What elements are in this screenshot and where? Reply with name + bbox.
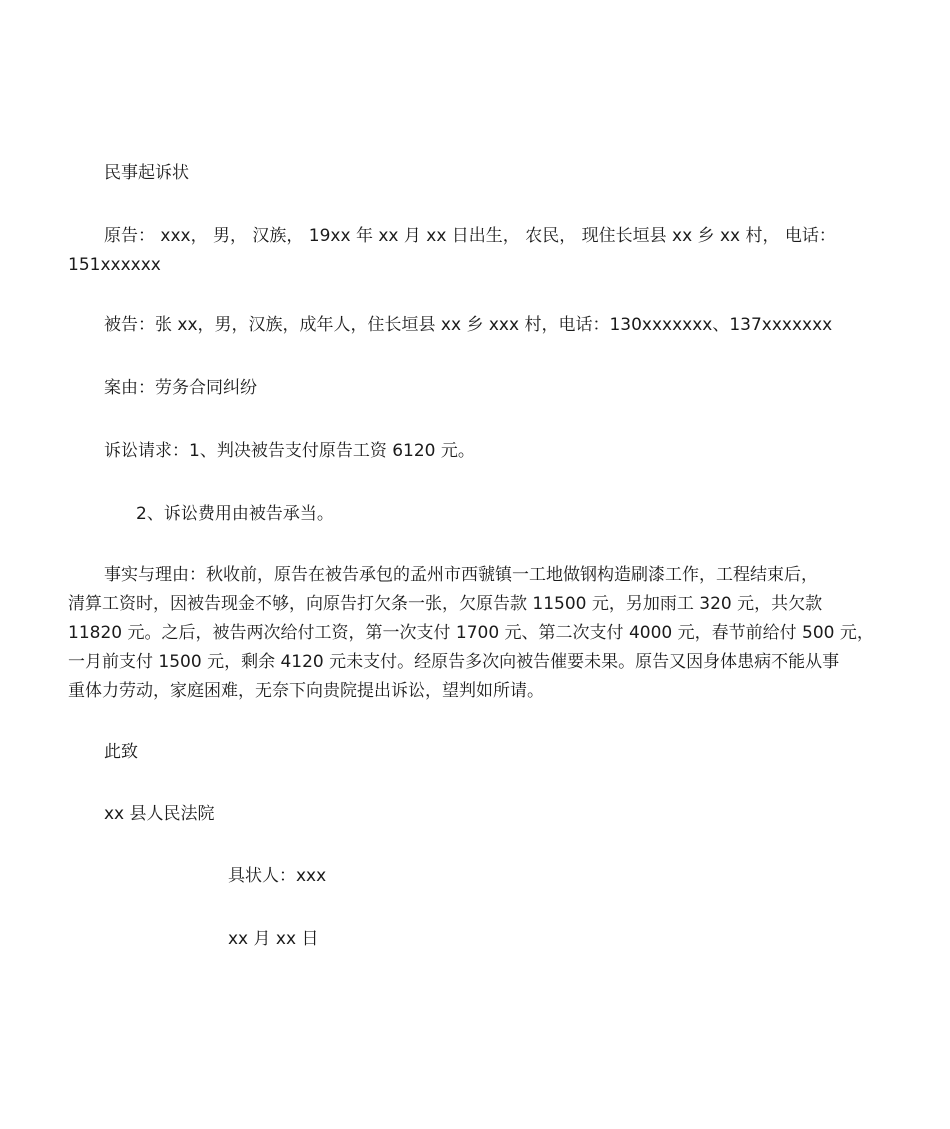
court-name: xx 县人民法院	[104, 804, 215, 824]
document-title: 民事起诉状	[104, 163, 189, 183]
claim-item-1: 诉讼请求：1、判决被告支付原告工资 6120 元。	[104, 441, 475, 461]
closing-salutation: 此致	[104, 742, 138, 762]
facts-line-5: 重体力劳动，家庭困难，无奈下向贵院提出诉讼，望判如所请。	[68, 681, 544, 701]
facts-line-1: 事实与理由：秋收前，原告在被告承包的孟州市西虢镇一工地做钢构造刷漆工作，工程结束后，	[104, 565, 818, 585]
signature-date: xx 月 xx 日	[228, 929, 319, 949]
claim-item-2: 2、诉讼费用由被告承当。	[136, 504, 334, 524]
plaintiff-line-2: 151xxxxxx	[68, 255, 161, 275]
plaintiff-line-1: 原告： xxx， 男， 汉族， 19xx 年 xx 月 xx 日出生， 农民， 现住长垣县 xx 乡 xx 村， 电话：	[104, 226, 836, 246]
facts-line-4: 一月前支付 1500 元，剩余 4120 元未支付。经原告多次向被告催要未果。原告又因身体患病不能从事	[68, 652, 840, 672]
petitioner-signature: 具状人：xxx	[228, 866, 327, 886]
plaintiff-paragraph	[68, 222, 888, 280]
facts-line-3: 11820 元。之后，被告两次给付工资，第一次支付 1700 元、第二次支付 4000 元，春节前给付 500 元，	[68, 623, 874, 643]
defendant-paragraph: 被告：张 xx，男，汉族，成年人，住长垣县 xx 乡 xxx 村，电话：130xxxxxxx、137xxxxxxx	[104, 315, 833, 335]
facts-paragraph	[68, 561, 888, 706]
cause-paragraph: 案由：劳务合同纠纷	[104, 378, 257, 398]
facts-line-2: 清算工资时，因被告现金不够，向原告打欠条一张，欠原告款 11500 元，另加雨工 320 元，共欠款	[68, 594, 823, 614]
